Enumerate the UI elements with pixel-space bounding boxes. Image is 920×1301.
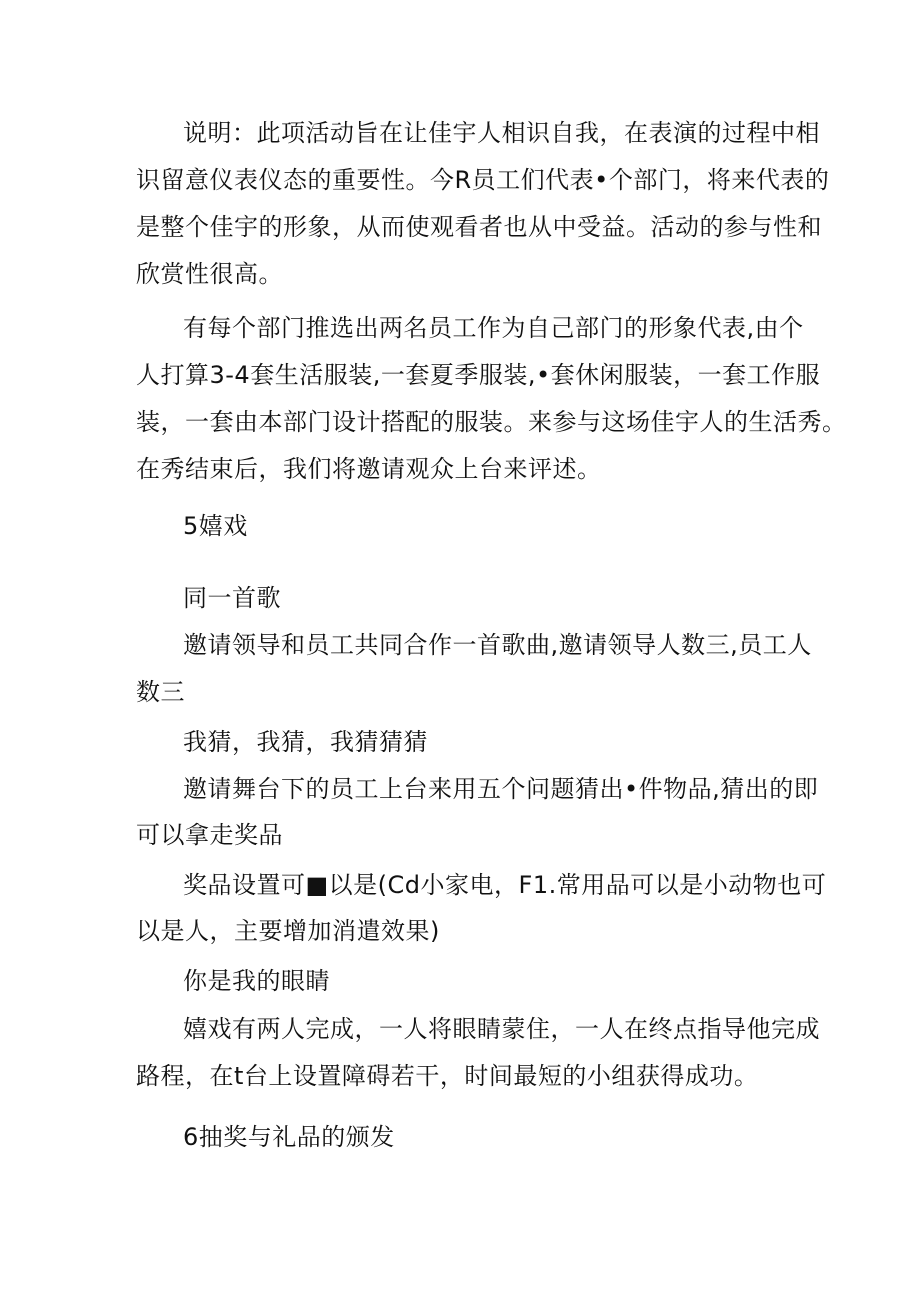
paragraph-1-line-4: 欣赏性很高。: [136, 260, 283, 288]
game-1-desc-line-2: 数三: [136, 678, 185, 706]
game-2-prize-line-1: 奖品设置可■以是(Cd小家电，F1.常用品可以是小动物也可: [183, 871, 827, 899]
section-6-heading: 6抽奖与礼品的颁发: [183, 1123, 395, 1151]
section-5-heading: 5嬉戏: [183, 512, 248, 540]
game-2-desc-line-1: 邀请舞台下的员工上台来用五个问题猜出•件物品,猜出的即: [183, 775, 819, 803]
game-2-prize-line-2: 以是人，主要增加消遣效果): [136, 917, 440, 945]
paragraph-1-line-3: 是整个佳宇的形象，从而使观看者也从中受益。活动的参与性和: [136, 213, 822, 241]
paragraph-2-line-2: 人打算3-4套生活服装,一套夏季服装,•套休闲服装，一套工作服: [136, 361, 821, 389]
paragraph-2-line-3: 装，一套由本部门设计搭配的服装。来参与这场佳宇人的生活秀。: [136, 408, 847, 436]
game-2-title: 我猜，我猜，我猜猜猜: [183, 728, 428, 756]
game-1-desc-line-1: 邀请领导和员工共同合作一首歌曲,邀请领导人数三,员工人: [183, 631, 812, 659]
game-1-title: 同一首歌: [183, 584, 281, 612]
game-3-title: 你是我的眼睛: [183, 967, 330, 995]
paragraph-1-line-2: 识留意仪表仪态的重要性。今R员工们代表•个部门，将来代表的: [136, 166, 830, 194]
game-2-desc-line-2: 可以拿走奖品: [136, 821, 283, 849]
paragraph-2-line-4: 在秀结束后，我们将邀请观众上台来评述。: [136, 455, 602, 483]
game-3-desc-line-1: 嬉戏有两人完成，一人将眼睛蒙住，一人在终点指导他完成: [183, 1015, 820, 1043]
paragraph-2-line-1: 有每个部门推选出两名员工作为自己部门的形象代表,由个: [183, 314, 804, 342]
paragraph-1-line-1: 说明：此项活动旨在让佳宇人相识自我，在表演的过程中相: [183, 119, 820, 147]
game-3-desc-line-2: 路程，在t台上设置障碍若干，时间最短的小组获得成功。: [136, 1062, 759, 1090]
